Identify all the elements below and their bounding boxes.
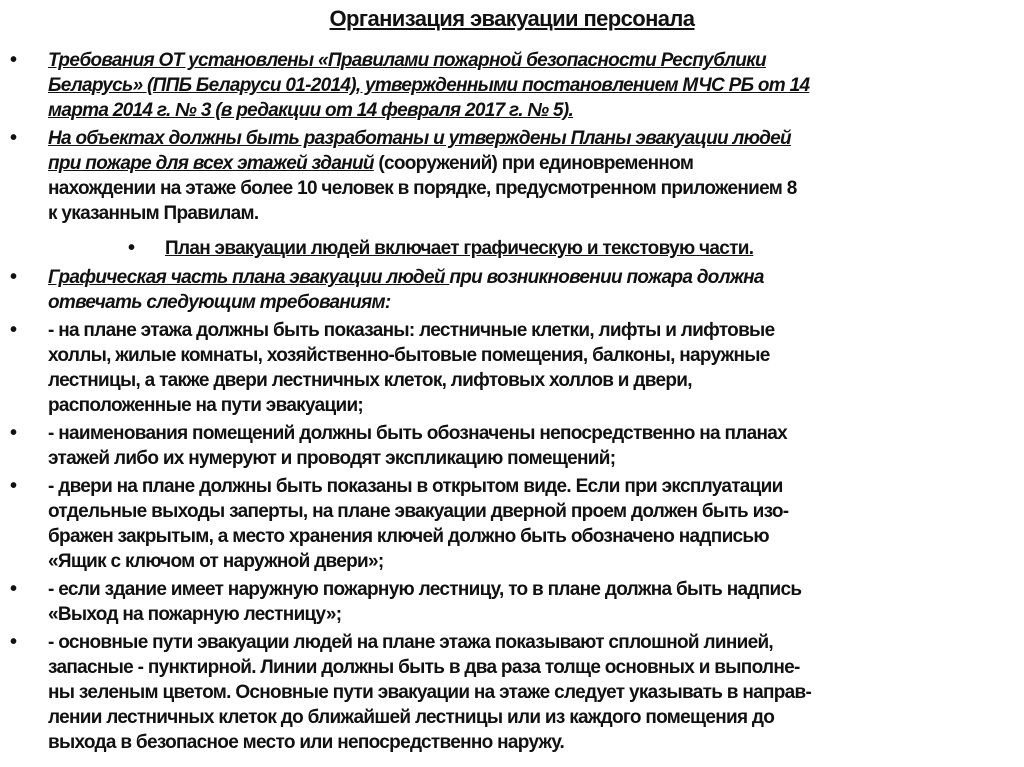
text-segment: холлы, жилые комнаты, хозяйственно-бытовые помещения, балконы, наружные: [48, 345, 770, 366]
text-line: [48, 201, 1024, 226]
text-segment: марта 2014 г. № 3 (в редакции от 14 февраля 2017 г. № 5).: [48, 100, 574, 121]
text-line: [48, 680, 1024, 705]
text-segment: - на плане этажа должны быть показаны: лестничные клетки, лифты и лифтовые: [48, 320, 775, 341]
bullet-icon: •: [10, 266, 18, 288]
text-line: [165, 236, 1024, 261]
bullet-item: [0, 265, 1024, 315]
text-line: [48, 48, 1024, 73]
text-segment: лении лестничных клеток до ближайшей лестницы или из каждого помещения до: [48, 707, 775, 728]
text-line: [48, 126, 1024, 151]
text-segment: отдельные выходы заперты, на плане эвакуации дверной проем должен быть изо-: [48, 501, 789, 522]
text-segment: к указанным Правилам.: [48, 203, 259, 224]
text-line: [48, 549, 1024, 574]
text-line: [48, 499, 1024, 524]
text-line: [48, 318, 1024, 343]
text-segment: (сооружений) при единовременном: [373, 153, 694, 174]
text-line: [48, 343, 1024, 368]
text-line: [48, 730, 1024, 755]
text-segment: Графическая часть плана эвакуации людей: [48, 267, 450, 288]
text-segment: - двери на плане должны быть показаны в открытом виде. Если при эксплуатации: [48, 476, 783, 497]
text-segment: при пожаре для всех этажей зданий: [48, 153, 374, 174]
bullet-item: [0, 48, 1024, 123]
bullet-icon: •: [128, 237, 136, 259]
text-segment: Требования ОТ установлены «Правилами пожарной безопасности Республики: [48, 50, 766, 71]
text-line: [48, 421, 1024, 446]
text-segment: - наименования помещений должны быть обозначены непосредственно на планах: [48, 423, 788, 444]
text-line: [48, 151, 1024, 176]
text-segment: этажей либо их нумеруют и проводят экспликацию помещений;: [48, 448, 616, 469]
bullet-item: [0, 577, 1024, 627]
text-segment: ны зеленым цветом. Основные пути эвакуации на этаже следует указывать в направ-: [48, 682, 812, 703]
text-segment: бражен закрытым, а место хранения ключей должно быть обозначено надписью: [48, 526, 769, 547]
text-line: [48, 265, 1024, 290]
text-segment: нахождении на этаже более 10 человек в порядке, предусмотренном приложением 8: [48, 178, 797, 199]
bullet-item: [0, 630, 1024, 755]
bullet-item: [0, 126, 1024, 226]
text-line: [48, 705, 1024, 730]
text-segment: «Ящик с ключом от наружной двери»;: [48, 551, 384, 572]
text-line: [48, 176, 1024, 201]
bullet-item: [0, 421, 1024, 471]
text-segment: отвечать следующим требованиям:: [48, 292, 391, 313]
text-segment: - если здание имеет наружную пожарную лестницу, то в плане должна быть надпись: [48, 579, 802, 600]
text-segment: План эвакуации людей включает графическую и текстовую части.: [165, 238, 754, 259]
text-line: [48, 290, 1024, 315]
text-line: [48, 474, 1024, 499]
text-segment: расположенные на пути эвакуации;: [48, 395, 364, 416]
text-segment: «Выход на пожарную лестницу»;: [48, 604, 342, 625]
text-segment: Беларусь» (ППБ Беларуси 01-2014), утвержденными постановлением МЧС РБ от 14: [48, 75, 810, 96]
bullet-icon: •: [10, 578, 18, 600]
sub-bullet-item: [0, 236, 1024, 261]
bullet-icon: •: [10, 319, 18, 341]
bullet-item: [0, 318, 1024, 418]
text-segment: На объектах должны быть разработаны и утверждены Планы эвакуации людей: [48, 128, 791, 149]
bullet-icon: •: [10, 631, 18, 653]
text-line: [48, 368, 1024, 393]
bullet-icon: •: [10, 127, 18, 149]
text-segment: - основные пути эвакуации людей на плане этажа показывают сплошной линией,: [48, 632, 774, 653]
bullet-icon: •: [10, 49, 18, 71]
text-line: [48, 393, 1024, 418]
slide-content: [0, 45, 1024, 755]
text-segment: запасные - пунктирной. Линии должны быть в два раза толще основных и выполне-: [48, 657, 800, 678]
bullet-icon: •: [10, 422, 18, 444]
bullet-icon: •: [10, 475, 18, 497]
text-segment: лестницы, а также двери лестничных клеток, лифтовых холлов и двери,: [48, 370, 692, 391]
text-line: [48, 524, 1024, 549]
bullet-item: [0, 474, 1024, 574]
slide-title: Организация эвакуации персонала: [329, 6, 695, 31]
text-line: [48, 602, 1024, 627]
text-line: [48, 446, 1024, 471]
text-line: [48, 98, 1024, 123]
text-segment: при возникновении пожара должна: [449, 267, 764, 288]
text-line: [48, 630, 1024, 655]
text-line: [48, 577, 1024, 602]
text-line: [48, 73, 1024, 98]
text-segment: выхода в безопасное место или непосредственно наружу.: [48, 732, 565, 753]
text-line: [48, 655, 1024, 680]
